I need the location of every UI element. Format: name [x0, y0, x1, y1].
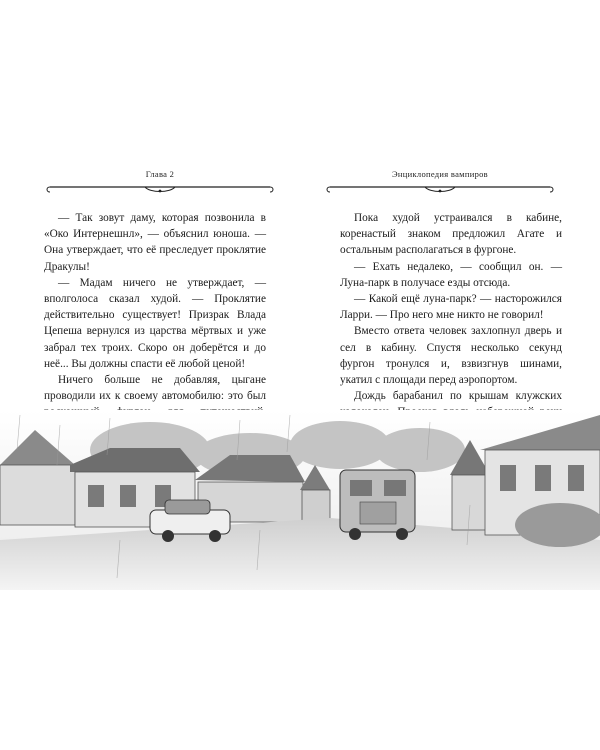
paragraph: — Так зовут даму, которая позвонила в «Око Интернешнл», — объяснил юноша. — Она утверждает, что её преследует проклятие Дракулы!	[44, 212, 266, 273]
paragraph: — Мадам ничего не утверждает, — вполголоса сказал худой. — Проклятие действительно существует! Призрак Влада Цепеша вернулся из царства мёртвых и уже забрал тех троих. Скоро он доберётся и до неё... Вы должны спасти её любой ценой!	[44, 276, 266, 370]
right-page	[300, 0, 600, 750]
paragraph: — Ехать недалеко, — сообщил он. — Луна-парк в получасе езды отсюда.	[340, 260, 562, 289]
right-text-block	[340, 210, 562, 437]
left-text-block	[44, 210, 266, 437]
paragraph: Вместо ответа человек захлопнул дверь и сел в кабину. Спустя несколько секунд фургон тронулся и, взвизгнув шинами, укатил с площади перед аэропортом.	[340, 325, 562, 387]
right-header-title: Энциклопедия вампиров	[392, 169, 488, 179]
left-header-title: Глава 2	[145, 169, 175, 179]
street-illustration	[0, 410, 600, 590]
paragraph: Пока худой устраивался в кабине, коренастый знаком предложил Агате и остальным располагаться в фургоне.	[340, 212, 562, 257]
camper-van	[340, 470, 415, 540]
paragraph: — Какой ещё луна-парк? — насторожился Ларри. — Про него мне никто не говорил!	[340, 293, 562, 322]
paragraph: Ничего больше не добавляя, цыгане проводили их к своему автомобилю: это был	[44, 374, 266, 403]
header-ornament-icon	[325, 181, 555, 195]
header-ornament-icon	[45, 181, 275, 195]
right-running-header	[320, 169, 560, 195]
paragraph: Дождь барабанил по крышам клужских	[354, 390, 562, 403]
left-running-header	[40, 169, 280, 195]
